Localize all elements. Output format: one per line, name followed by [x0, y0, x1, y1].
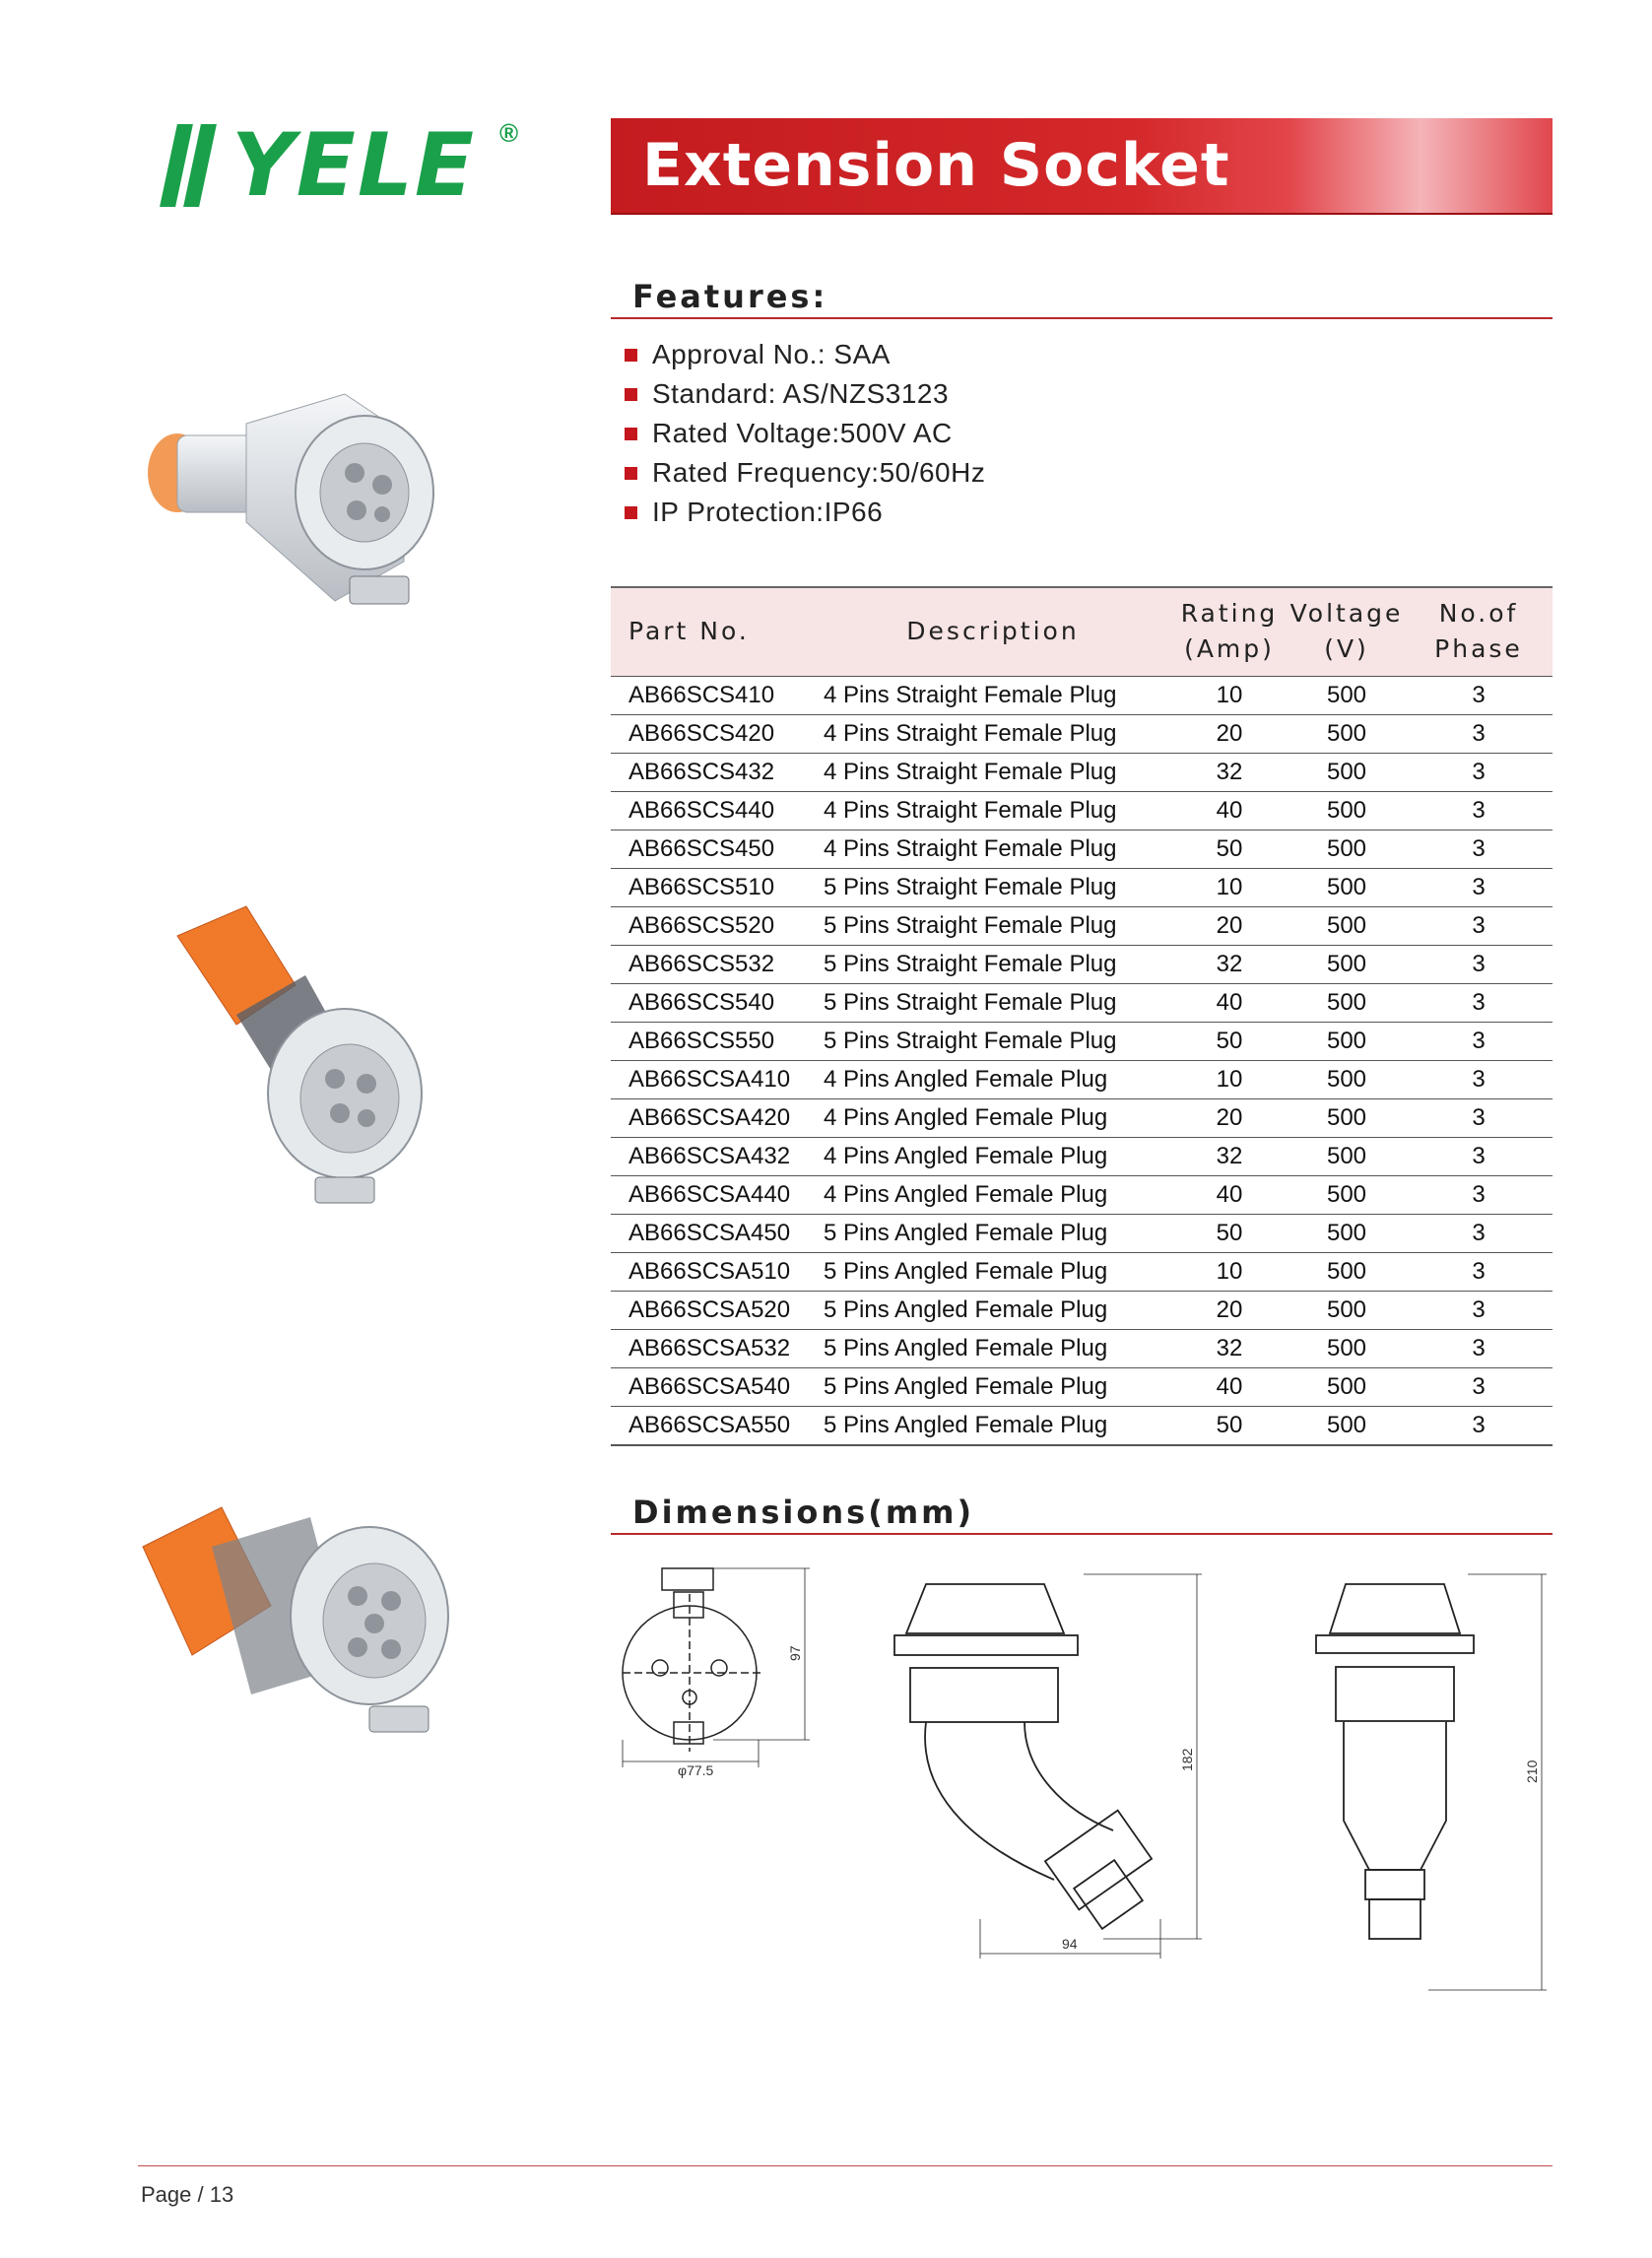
cell-description: 4 Pins Angled Female Plug: [824, 1103, 1108, 1131]
cell-description: 5 Pins Angled Female Plug: [824, 1219, 1108, 1246]
cell-part-no: AB66SCS510: [628, 873, 775, 900]
cell-rating: 10: [1216, 873, 1243, 900]
feature-text: Rated Frequency:50/60Hz: [652, 457, 986, 488]
cell-phase: 3: [1472, 1334, 1486, 1361]
title-banner: [611, 118, 1553, 215]
header-voltage-line2: (V): [1324, 634, 1369, 664]
table-row: [611, 1098, 1553, 1137]
cell-part-no: AB66SCS440: [628, 796, 775, 824]
registered-mark: ®: [499, 118, 519, 148]
cell-description: 5 Pins Angled Female Plug: [824, 1411, 1108, 1438]
cell-description: 5 Pins Straight Female Plug: [824, 950, 1117, 977]
cell-phase: 3: [1472, 719, 1486, 747]
feature-item: [625, 335, 1511, 374]
features-heading: [611, 272, 1553, 319]
square-bullet-icon: [625, 349, 637, 362]
table-row: [611, 1022, 1553, 1060]
feature-text: Approval No.: SAA: [652, 339, 891, 369]
cell-part-no: AB66SCSA432: [628, 1142, 791, 1169]
cell-voltage: 500: [1326, 1257, 1367, 1285]
cell-phase: 3: [1472, 1411, 1486, 1438]
cell-rating: 20: [1216, 1295, 1243, 1323]
features-list: [625, 335, 1511, 532]
brand-logo: [163, 116, 537, 215]
cell-voltage: 500: [1326, 911, 1367, 939]
table-row: [611, 791, 1553, 830]
cell-voltage: 500: [1326, 758, 1367, 785]
feature-item: [625, 374, 1511, 414]
cell-phase: 3: [1472, 834, 1486, 862]
cell-description: 5 Pins Angled Female Plug: [824, 1295, 1108, 1323]
header-rating-line2: (Amp): [1184, 634, 1275, 664]
cell-phase: 3: [1472, 681, 1486, 708]
cell-description: 4 Pins Straight Female Plug: [824, 681, 1117, 708]
cell-rating: 32: [1216, 1142, 1243, 1169]
table-row: [611, 1329, 1553, 1367]
spec-table: [611, 586, 1553, 1446]
feature-text: Rated Voltage:500V AC: [652, 418, 953, 448]
features-heading-text: Features:: [632, 278, 828, 315]
cell-part-no: AB66SCSA520: [628, 1295, 791, 1323]
cell-phase: 3: [1472, 1372, 1486, 1400]
cell-phase: 3: [1472, 1219, 1486, 1246]
cell-rating: 40: [1216, 1372, 1243, 1400]
cell-rating: 50: [1216, 1027, 1243, 1054]
logo-bars: [163, 124, 218, 207]
cell-voltage: 500: [1326, 719, 1367, 747]
square-bullet-icon: [625, 506, 637, 519]
table-row: [611, 830, 1553, 868]
header-rating-line1: Rating: [1180, 599, 1279, 629]
cell-rating: 10: [1216, 681, 1243, 708]
cell-phase: 3: [1472, 911, 1486, 939]
cell-part-no: AB66SCSA510: [628, 1257, 791, 1285]
table-row: [611, 1137, 1553, 1175]
cell-description: 5 Pins Angled Female Plug: [824, 1372, 1108, 1400]
cell-part-no: AB66SCS520: [628, 911, 775, 939]
cell-phase: 3: [1472, 950, 1486, 977]
cell-voltage: 500: [1326, 988, 1367, 1016]
cell-description: 4 Pins Angled Female Plug: [824, 1142, 1108, 1169]
table-row: [611, 1252, 1553, 1291]
cell-voltage: 500: [1326, 950, 1367, 977]
table-row: [611, 753, 1553, 791]
header-phase-line2: Phase: [1434, 634, 1523, 664]
cell-voltage: 500: [1326, 681, 1367, 708]
brand-name: YELE: [231, 114, 477, 216]
cell-part-no: AB66SCS532: [628, 950, 775, 977]
header-voltage-line1: Voltage: [1289, 599, 1404, 629]
cell-part-no: AB66SCS540: [628, 988, 775, 1016]
page-number: Page / 13: [141, 2182, 234, 2207]
table-row: [611, 983, 1553, 1022]
straight-side-drawing: [1300, 1564, 1556, 1998]
cell-part-no: AB66SCSA440: [628, 1180, 791, 1208]
cell-phase: 3: [1472, 873, 1486, 900]
cell-voltage: 500: [1326, 1142, 1367, 1169]
cell-rating: 32: [1216, 1334, 1243, 1361]
cell-rating: 40: [1216, 796, 1243, 824]
straight-height-label: 210: [1524, 1760, 1540, 1783]
table-row: [611, 676, 1553, 714]
table-body: [611, 676, 1553, 1445]
cell-description: 4 Pins Straight Female Plug: [824, 796, 1117, 824]
cell-description: 4 Pins Angled Female Plug: [824, 1180, 1108, 1208]
cell-voltage: 500: [1326, 1334, 1367, 1361]
cell-description: 5 Pins Straight Female Plug: [824, 988, 1117, 1016]
table-row: [611, 1060, 1553, 1098]
table-row: [611, 945, 1553, 983]
table-row: [611, 1291, 1553, 1329]
cell-rating: 20: [1216, 719, 1243, 747]
square-bullet-icon: [625, 467, 637, 480]
cell-description: 4 Pins Straight Female Plug: [824, 834, 1117, 862]
table-row: [611, 1175, 1553, 1214]
cell-voltage: 500: [1326, 834, 1367, 862]
cell-part-no: AB66SCSA420: [628, 1103, 791, 1131]
cell-description: 5 Pins Angled Female Plug: [824, 1334, 1108, 1361]
cell-rating: 20: [1216, 1103, 1243, 1131]
straight-socket-image: [138, 374, 473, 640]
cell-voltage: 500: [1326, 1219, 1367, 1246]
cell-description: 5 Pins Angled Female Plug: [824, 1257, 1108, 1285]
front-height-label: 97: [787, 1645, 803, 1661]
cell-rating: 32: [1216, 950, 1243, 977]
cell-voltage: 500: [1326, 1295, 1367, 1323]
table-row: [611, 868, 1553, 906]
cell-part-no: AB66SCS450: [628, 834, 775, 862]
cell-rating: 40: [1216, 1180, 1243, 1208]
feature-item: [625, 453, 1511, 493]
angled-width-label: 94: [1062, 1936, 1078, 1952]
page-title: Extension Socket: [642, 131, 1230, 200]
cell-phase: 3: [1472, 758, 1486, 785]
cell-voltage: 500: [1326, 796, 1367, 824]
cell-voltage: 500: [1326, 1065, 1367, 1093]
cell-rating: 40: [1216, 988, 1243, 1016]
dimensions-heading: [611, 1488, 1553, 1535]
header-phase-line1: No.of: [1438, 599, 1519, 629]
cell-rating: 50: [1216, 1411, 1243, 1438]
cell-phase: 3: [1472, 1142, 1486, 1169]
front-diameter-label: φ77.5: [678, 1762, 714, 1778]
cell-part-no: AB66SCSA532: [628, 1334, 791, 1361]
cell-phase: 3: [1472, 796, 1486, 824]
cell-phase: 3: [1472, 1027, 1486, 1054]
cell-rating: 10: [1216, 1065, 1243, 1093]
cell-rating: 50: [1216, 834, 1243, 862]
feature-item: [625, 414, 1511, 453]
cell-part-no: AB66SCS410: [628, 681, 775, 708]
cell-part-no: AB66SCSA450: [628, 1219, 791, 1246]
header-voltage: [1289, 587, 1405, 676]
cell-description: 4 Pins Angled Female Plug: [824, 1065, 1108, 1093]
cell-part-no: AB66SCSA550: [628, 1411, 791, 1438]
square-bullet-icon: [625, 428, 637, 440]
cell-voltage: 500: [1326, 1372, 1367, 1400]
angled-side-drawing: [877, 1564, 1231, 1978]
cell-description: 4 Pins Straight Female Plug: [824, 758, 1117, 785]
cell-part-no: AB66SCSA410: [628, 1065, 791, 1093]
cell-phase: 3: [1472, 1180, 1486, 1208]
cell-part-no: AB66SCS432: [628, 758, 775, 785]
table-row: [611, 714, 1553, 753]
cell-part-no: AB66SCS550: [628, 1027, 775, 1054]
cell-part-no: AB66SCSA540: [628, 1372, 791, 1400]
table-row: [611, 1406, 1553, 1445]
cell-voltage: 500: [1326, 1411, 1367, 1438]
cell-voltage: 500: [1326, 1103, 1367, 1131]
dimensions-heading-text: Dimensions(mm): [632, 1494, 975, 1531]
feature-text: Standard: AS/NZS3123: [652, 378, 950, 409]
header-part-no: Part No.: [628, 617, 750, 646]
table-header-row: [611, 587, 1553, 676]
angled-height-label: 182: [1179, 1748, 1195, 1771]
feature-text: IP Protection:IP66: [652, 497, 884, 527]
cell-rating: 50: [1216, 1219, 1243, 1246]
cell-phase: 3: [1472, 1103, 1486, 1131]
cell-phase: 3: [1472, 1257, 1486, 1285]
cell-phase: 3: [1472, 988, 1486, 1016]
cell-rating: 20: [1216, 911, 1243, 939]
front-view-drawing: [613, 1564, 810, 1791]
table-row: [611, 1367, 1553, 1406]
cell-rating: 32: [1216, 758, 1243, 785]
header-phase: [1405, 587, 1553, 676]
cell-phase: 3: [1472, 1295, 1486, 1323]
cell-part-no: AB66SCS420: [628, 719, 775, 747]
footer-divider: [138, 2165, 1553, 2166]
table-row: [611, 906, 1553, 945]
cell-voltage: 500: [1326, 873, 1367, 900]
table-row: [611, 1214, 1553, 1252]
header-description: Description: [906, 617, 1080, 646]
cell-description: 5 Pins Straight Female Plug: [824, 1027, 1117, 1054]
cell-voltage: 500: [1326, 1027, 1367, 1054]
cell-phase: 3: [1472, 1065, 1486, 1093]
cell-description: 4 Pins Straight Female Plug: [824, 719, 1117, 747]
cell-voltage: 500: [1326, 1180, 1367, 1208]
cell-rating: 10: [1216, 1257, 1243, 1285]
five-pin-socket-image: [133, 1488, 478, 1783]
cell-description: 5 Pins Straight Female Plug: [824, 873, 1117, 900]
cell-description: 5 Pins Straight Female Plug: [824, 911, 1117, 939]
header-rating: [1170, 587, 1289, 676]
square-bullet-icon: [625, 388, 637, 401]
feature-item: [625, 493, 1511, 532]
angled-socket-image: [148, 897, 463, 1222]
